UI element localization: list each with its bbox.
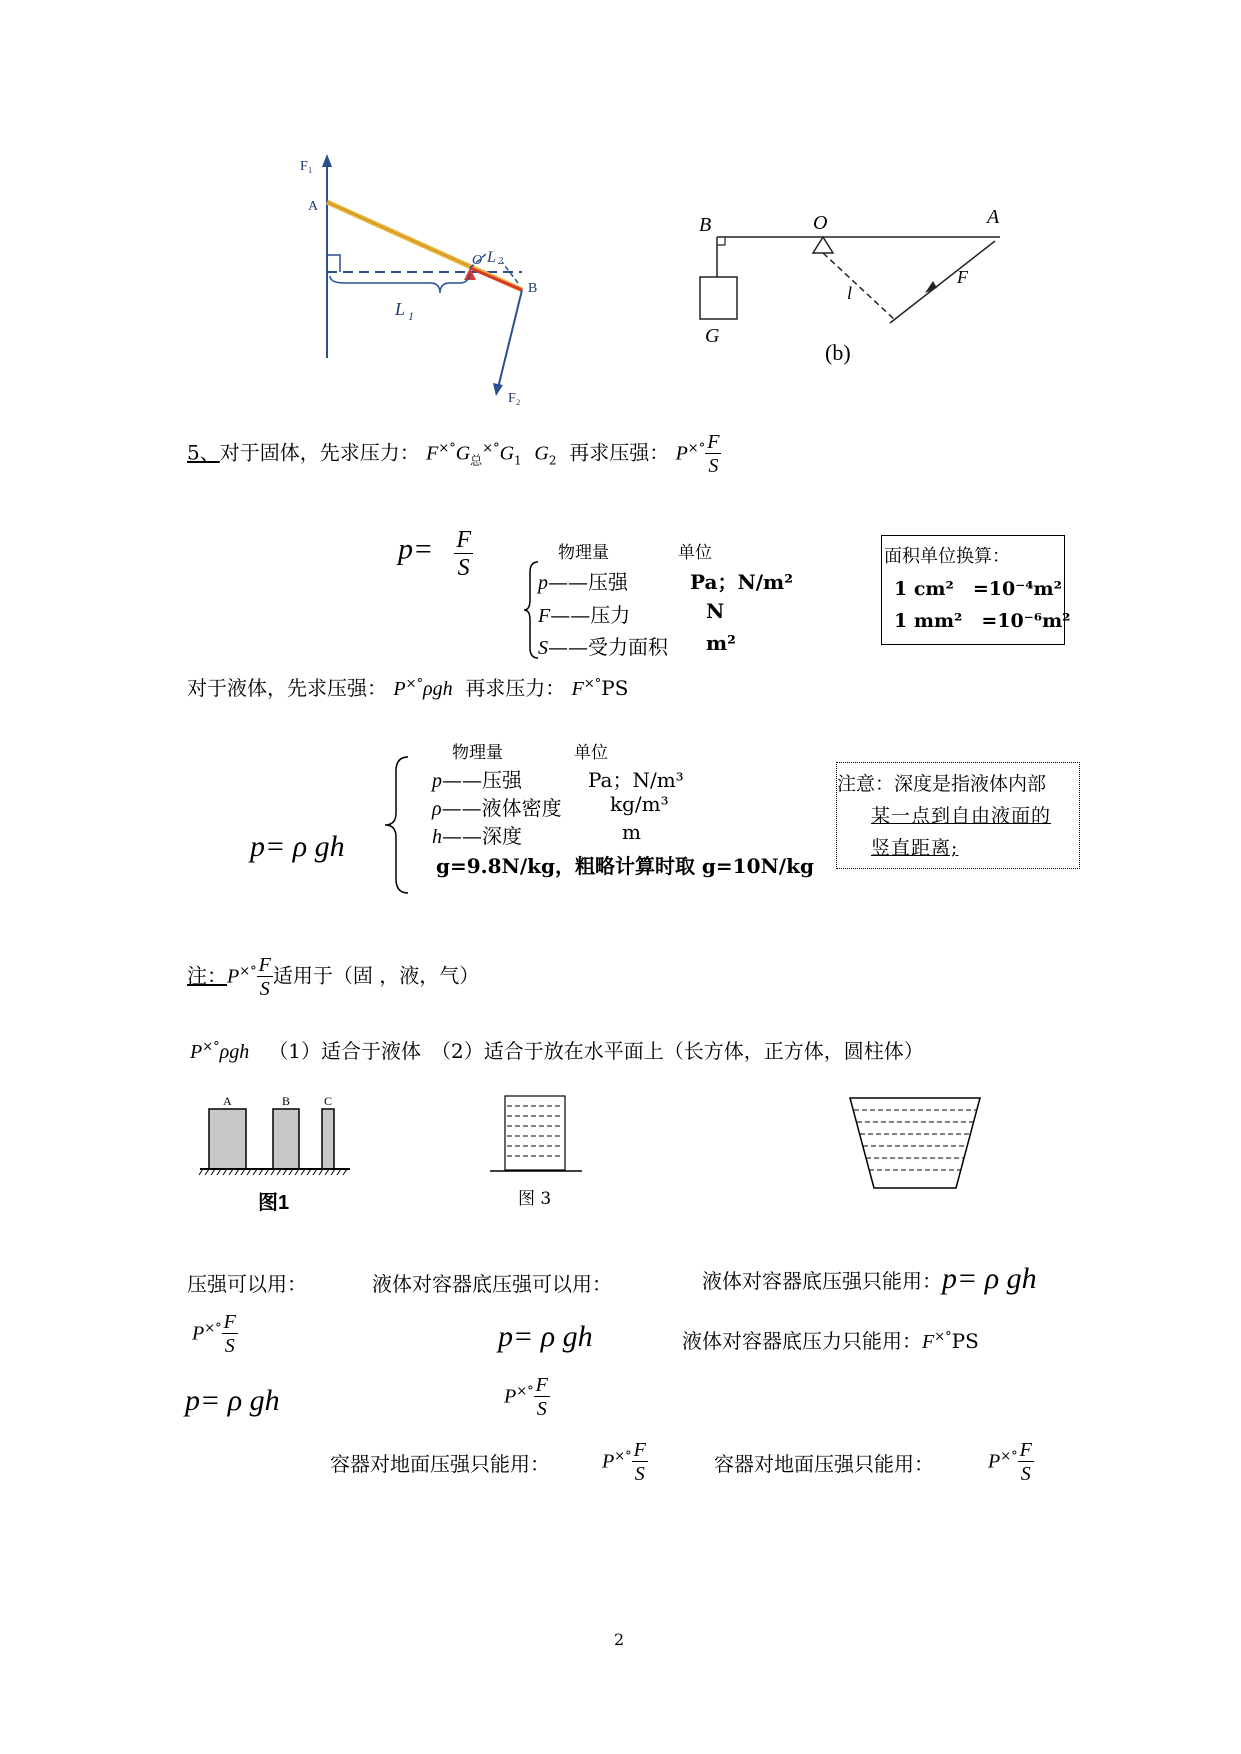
liquid-line	[187, 672, 628, 701]
compare-ground1: 容器对地面压强只能用：	[330, 1452, 550, 1476]
note-applies: 适用于（固 ，液，气）	[272, 963, 480, 988]
note-P: P	[227, 965, 240, 988]
note2-text: （1）适合于液体 （2）适合于放在水平面上（长方体，正方体，圆柱体）	[268, 1039, 924, 1063]
label-F2: F₂	[508, 391, 521, 406]
solid-G-total-sub: 总	[470, 453, 483, 468]
formula2-row: h——深度	[432, 824, 522, 848]
compare-col3-force: 液体对容器底压力只能用：F×°PS	[682, 1329, 979, 1353]
formula1-lhs: p=	[398, 532, 434, 566]
solid-G2: G	[534, 442, 549, 465]
formula1-row: F——压力	[538, 603, 631, 627]
formula2-head-unit: 单位	[574, 743, 608, 763]
compare-ground2-formula: P×° $\frac{F}{S}$	[988, 1439, 1032, 1485]
formula2-lhs: p= ρ gh	[250, 830, 345, 863]
note2-rhogh: ρgh	[219, 1041, 250, 1063]
compare-col2-formula2: P×° $\frac{F}{S}$	[504, 1374, 548, 1420]
formula1-row-unit: m²	[706, 631, 736, 655]
note-box-line1: 注意：深度是指液体内部	[837, 773, 1047, 795]
compare-col3-title: 液体对容器底压强只能用：	[702, 1269, 942, 1293]
note-line	[187, 955, 479, 999]
label-l: l	[847, 283, 853, 303]
note2-P: P	[190, 1041, 203, 1063]
note-box-line3: 竖直距离;	[871, 837, 959, 859]
formula1-head-unit: 单位	[678, 543, 712, 563]
symbol-glyph: ×°	[583, 676, 602, 692]
label-L1: L	[395, 299, 406, 319]
area-conversion-box	[881, 535, 1071, 645]
formula1-fraction: $\frac{F}{S}$	[456, 527, 472, 581]
note-fraction: $\frac{F}{S}$	[258, 954, 271, 1000]
note-label: 注：	[187, 963, 227, 988]
solid-F: F	[426, 442, 439, 465]
solid-G1: G	[499, 442, 515, 465]
liquid-P: P	[393, 678, 406, 700]
label-A: A	[308, 199, 319, 214]
formula2-g-line: g=9.8N/kg，粗略计算时取 g=10N/kg	[436, 854, 814, 878]
lever-diagram-b	[675, 195, 1015, 380]
label-G: G	[705, 325, 720, 347]
symbol-glyph: ×°	[202, 1039, 220, 1055]
block-C: C	[324, 1094, 333, 1108]
label-O: O	[813, 212, 828, 234]
trapezoid-container	[844, 1092, 986, 1192]
solid-fraction: $\frac{F}{S}$	[707, 431, 720, 477]
label-O: O	[472, 253, 483, 268]
depth-note-box	[836, 762, 1080, 869]
solid-then: 再求压强：	[569, 440, 670, 465]
solid-P: P	[675, 442, 688, 465]
formula2-row: ρ——液体密度	[432, 796, 562, 820]
liquid-rhogh: ρgh	[422, 678, 453, 700]
note-box-line2: 某一点到自由液面的	[871, 805, 1052, 827]
liquid-then: 再求压力：	[465, 676, 566, 700]
symbol-glyph: ×°	[482, 440, 500, 456]
compare-col2-formula1: p= ρ gh	[498, 1320, 593, 1353]
solid-lead: 对于固体，先求压力：	[219, 440, 420, 465]
symbol-glyph: ×°	[687, 440, 706, 456]
symbol-glyph: ×°	[438, 440, 456, 456]
label-L2-sub: 2	[498, 256, 503, 267]
formula2-brace	[382, 755, 412, 895]
label-L2: L	[487, 249, 496, 266]
formula2-row-unit: kg/m³	[610, 792, 669, 816]
label-B: B	[699, 214, 712, 236]
compare-col2-title: 液体对容器底压强可以用：	[372, 1272, 612, 1296]
formula1-row-unit: N	[706, 599, 725, 623]
compare-col1-formula2: p= ρ gh	[185, 1384, 280, 1417]
figure-1-caption: 图1	[258, 1192, 290, 1214]
label-F1: F₁	[300, 159, 313, 174]
label-A: A	[987, 206, 1000, 228]
solid-G2-sub: 2	[548, 453, 557, 468]
formula1-row-unit: Pa；N/m²	[690, 570, 793, 594]
label-F: F	[957, 267, 968, 287]
formula2-row: p——压强	[432, 768, 522, 792]
figure-3-stack	[488, 1090, 588, 1180]
formula-p-equals-F-over-S	[398, 528, 473, 580]
lever-diagram-a	[290, 150, 620, 415]
area-box-title: 面积单位换算：	[884, 546, 1010, 567]
compare-col3-formula: p= ρ gh	[942, 1262, 1037, 1295]
formula1-row: p——压强	[538, 570, 628, 594]
formula2-head-quantity: 物理量	[452, 743, 503, 763]
solid-G-total: G	[455, 442, 471, 465]
liquid-F: F	[571, 678, 584, 700]
figure-3-caption: 图 3	[518, 1189, 552, 1209]
note2-line	[190, 1035, 924, 1064]
symbol-glyph: ×°	[405, 676, 423, 692]
formula2-row-unit: Pa；N/m³	[588, 768, 684, 792]
formula2-row-unit: m	[622, 820, 641, 844]
formula1-row: S——受力面积	[538, 635, 668, 659]
block-B: B	[282, 1094, 291, 1108]
solid-G1-sub: 1	[514, 453, 522, 468]
compare-col3	[702, 1262, 1037, 1296]
liquid-lead: 对于液体，先求压强：	[187, 676, 387, 700]
caption-b: (b)	[825, 340, 851, 365]
figure-1-blocks	[195, 1088, 355, 1188]
solid-line	[187, 432, 721, 476]
block-A: A	[223, 1094, 232, 1108]
item-number: 5、	[187, 440, 220, 465]
label-B: B	[528, 281, 538, 296]
page-number: 2	[614, 1630, 625, 1649]
area-box-line1: 1 cm² =10⁻⁴m²	[894, 578, 1062, 600]
liquid-PS: PS	[601, 676, 629, 700]
formula1-head-quantity: 物理量	[558, 543, 609, 563]
compare-ground1-formula: P×° $\frac{F}{S}$	[602, 1439, 646, 1485]
symbol-glyph: ×°	[239, 963, 257, 979]
compare-col1-title: 压强可以用：	[187, 1272, 307, 1296]
compare-col1-formula1: P×° $\frac{F}{S}$	[192, 1311, 236, 1357]
label-L1-sub: 1	[408, 309, 414, 323]
compare-ground2: 容器对地面压强只能用：	[714, 1452, 934, 1476]
area-box-line2: 1 mm² =10⁻⁶m²	[894, 610, 1071, 632]
